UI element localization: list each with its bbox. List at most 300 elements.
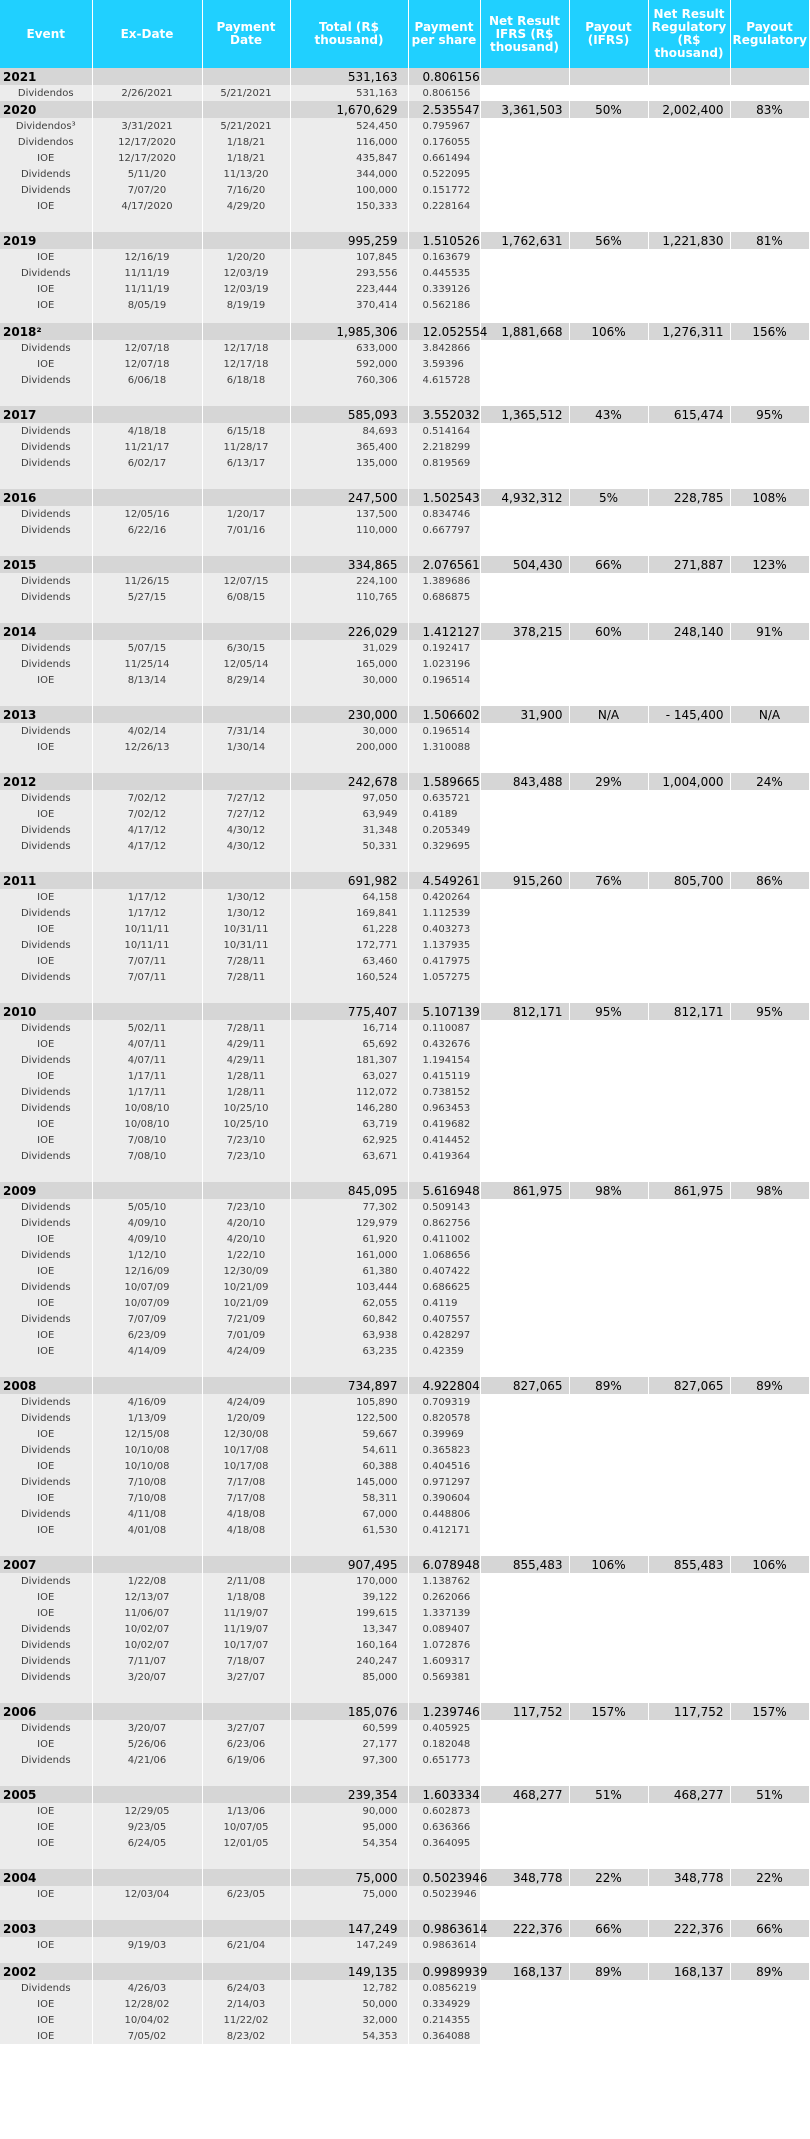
event-ex-date: 12/16/09 bbox=[92, 1263, 202, 1279]
event-type: IOE bbox=[0, 1132, 92, 1148]
spacer-cell bbox=[648, 1637, 730, 1653]
spacer-cell bbox=[569, 297, 648, 313]
spacer-cell bbox=[730, 1720, 809, 1736]
spacer-cell bbox=[569, 1426, 648, 1442]
year-summary-row bbox=[0, 706, 809, 723]
event-payment-per-share: 0.39969 bbox=[408, 1426, 480, 1442]
spacer-cell bbox=[480, 790, 569, 806]
spacer-cell bbox=[730, 656, 809, 672]
spacer-cell bbox=[730, 1068, 809, 1084]
event-type: IOE bbox=[0, 739, 92, 755]
spacer-cell bbox=[569, 249, 648, 265]
spacer-row bbox=[0, 1685, 809, 1703]
event-row bbox=[0, 1669, 809, 1685]
spacer-cell bbox=[569, 340, 648, 356]
spacer-cell bbox=[569, 1068, 648, 1084]
event-ex-date: 7/07/11 bbox=[92, 953, 202, 969]
event-total: 32,000 bbox=[290, 2012, 408, 2028]
year-payout-ifrs: 98% bbox=[569, 1182, 648, 1199]
event-row bbox=[0, 937, 809, 953]
event-type: Dividends bbox=[0, 1052, 92, 1068]
year-label: 2006 bbox=[0, 1703, 92, 1720]
event-ex-date: 5/05/10 bbox=[92, 1199, 202, 1215]
spacer-cell bbox=[569, 953, 648, 969]
spacer-cell bbox=[569, 739, 648, 755]
spacer-cell bbox=[480, 2012, 569, 2028]
year-label: 2017 bbox=[0, 406, 92, 423]
event-total: 63,949 bbox=[290, 806, 408, 822]
spacer-cell bbox=[730, 85, 809, 101]
year-payment-per-share: 1.506602 bbox=[408, 706, 480, 723]
spacer-cell bbox=[569, 806, 648, 822]
year-summary-row bbox=[0, 1182, 809, 1199]
spacer-cell bbox=[480, 739, 569, 755]
event-payment-date: 4/29/11 bbox=[202, 1036, 290, 1052]
year-ex-date-empty bbox=[92, 1556, 202, 1573]
year-total: 691,982 bbox=[290, 872, 408, 889]
spacer-row bbox=[0, 1359, 809, 1377]
event-payment-per-share: 0.192417 bbox=[408, 640, 480, 656]
event-payment-per-share: 0.365823 bbox=[408, 1442, 480, 1458]
spacer-row bbox=[0, 1538, 809, 1556]
year-ex-date-empty bbox=[92, 623, 202, 640]
year-label: 2003 bbox=[0, 1920, 92, 1937]
event-total: 84,693 bbox=[290, 423, 408, 439]
event-ex-date: 1/22/08 bbox=[92, 1573, 202, 1589]
event-row bbox=[0, 1835, 809, 1851]
spacer-cell bbox=[480, 1100, 569, 1116]
event-total: 63,938 bbox=[290, 1327, 408, 1343]
event-type: Dividends bbox=[0, 506, 92, 522]
year-net-result-regulatory: 348,778 bbox=[648, 1869, 730, 1886]
year-payout-ifrs: 29% bbox=[569, 773, 648, 790]
event-type: IOE bbox=[0, 2028, 92, 2044]
year-net-result-ifrs: 861,975 bbox=[480, 1182, 569, 1199]
event-row bbox=[0, 806, 809, 822]
year-payment-date-empty bbox=[202, 1003, 290, 1020]
event-payment-per-share: 0.738152 bbox=[408, 1084, 480, 1100]
event-type: IOE bbox=[0, 198, 92, 214]
event-type: Dividends bbox=[0, 522, 92, 538]
spacer-cell bbox=[648, 198, 730, 214]
year-label: 2015 bbox=[0, 556, 92, 573]
event-payment-date: 11/13/20 bbox=[202, 166, 290, 182]
spacer-row bbox=[0, 538, 809, 556]
event-payment-per-share: 0.089407 bbox=[408, 1621, 480, 1637]
spacer-cell bbox=[480, 1116, 569, 1132]
event-total: 77,302 bbox=[290, 1199, 408, 1215]
event-payment-per-share: 4.615728 bbox=[408, 372, 480, 388]
event-payment-per-share: 1.194154 bbox=[408, 1052, 480, 1068]
spacer-cell bbox=[648, 937, 730, 953]
year-net-result-ifrs: 348,778 bbox=[480, 1869, 569, 1886]
event-ex-date: 10/02/07 bbox=[92, 1621, 202, 1637]
spacer-row bbox=[0, 755, 809, 773]
spacer-cell bbox=[648, 1835, 730, 1851]
event-total: 165,000 bbox=[290, 656, 408, 672]
event-ex-date: 4/17/2020 bbox=[92, 198, 202, 214]
event-ex-date: 10/08/10 bbox=[92, 1100, 202, 1116]
spacer-cell bbox=[730, 889, 809, 905]
year-ex-date-empty bbox=[92, 1869, 202, 1886]
event-payment-date: 7/23/10 bbox=[202, 1199, 290, 1215]
year-net-result-regulatory: 468,277 bbox=[648, 1786, 730, 1803]
event-total: 199,615 bbox=[290, 1605, 408, 1621]
spacer-cell bbox=[730, 182, 809, 198]
event-type: Dividends bbox=[0, 1980, 92, 1996]
spacer-cell bbox=[730, 1426, 809, 1442]
event-type: IOE bbox=[0, 1263, 92, 1279]
event-payment-date: 1/18/21 bbox=[202, 134, 290, 150]
spacer-cell bbox=[569, 1199, 648, 1215]
spacer-cell bbox=[648, 182, 730, 198]
event-total: 224,100 bbox=[290, 573, 408, 589]
event-row bbox=[0, 1589, 809, 1605]
spacer-cell bbox=[730, 1394, 809, 1410]
event-row bbox=[0, 1980, 809, 1996]
year-net-result-ifrs: 827,065 bbox=[480, 1377, 569, 1394]
year-net-result-ifrs bbox=[480, 68, 569, 85]
spacer-cell bbox=[569, 1937, 648, 1953]
event-payment-date: 10/17/08 bbox=[202, 1442, 290, 1458]
year-ex-date-empty bbox=[92, 556, 202, 573]
event-type: Dividends bbox=[0, 937, 92, 953]
spacer-cell bbox=[569, 1819, 648, 1835]
event-total: 63,671 bbox=[290, 1148, 408, 1164]
spacer-cell bbox=[569, 85, 648, 101]
event-ex-date: 6/23/09 bbox=[92, 1327, 202, 1343]
event-ex-date: 1/17/11 bbox=[92, 1068, 202, 1084]
event-type: Dividends bbox=[0, 723, 92, 739]
spacer-cell bbox=[648, 1100, 730, 1116]
spacer-cell bbox=[648, 1669, 730, 1685]
spacer-cell bbox=[648, 656, 730, 672]
event-type: IOE bbox=[0, 1295, 92, 1311]
event-payment-date: 4/20/10 bbox=[202, 1215, 290, 1231]
event-payment-per-share: 0.445535 bbox=[408, 265, 480, 281]
year-payment-per-share: 5.107139 bbox=[408, 1003, 480, 1020]
year-net-result-ifrs: 915,260 bbox=[480, 872, 569, 889]
event-row bbox=[0, 723, 809, 739]
event-payment-date: 6/18/18 bbox=[202, 372, 290, 388]
event-payment-date: 12/03/19 bbox=[202, 281, 290, 297]
spacer-cell bbox=[730, 297, 809, 313]
event-payment-date: 4/24/09 bbox=[202, 1343, 290, 1359]
spacer-row bbox=[0, 1164, 809, 1182]
event-row bbox=[0, 1084, 809, 1100]
event-row bbox=[0, 969, 809, 985]
spacer-cell bbox=[569, 1669, 648, 1685]
spacer-row bbox=[0, 471, 809, 489]
event-payment-per-share: 0.228164 bbox=[408, 198, 480, 214]
event-payment-per-share: 1.389686 bbox=[408, 573, 480, 589]
event-type: Dividends bbox=[0, 969, 92, 985]
event-total: 31,348 bbox=[290, 822, 408, 838]
event-row bbox=[0, 1231, 809, 1247]
year-payout-regulatory: 95% bbox=[730, 1003, 809, 1020]
spacer-cell bbox=[569, 182, 648, 198]
year-label: 2012 bbox=[0, 773, 92, 790]
event-total: 67,000 bbox=[290, 1506, 408, 1522]
spacer-cell bbox=[480, 806, 569, 822]
event-row bbox=[0, 1148, 809, 1164]
year-payment-per-share: 0.9863614 bbox=[408, 1920, 480, 1937]
year-payment-date-empty bbox=[202, 1920, 290, 1937]
spacer-cell bbox=[648, 2028, 730, 2044]
year-payout-regulatory: 95% bbox=[730, 406, 809, 423]
year-payment-date-empty bbox=[202, 706, 290, 723]
event-row bbox=[0, 1052, 809, 1068]
year-net-result-ifrs: 222,376 bbox=[480, 1920, 569, 1937]
spacer-cell bbox=[730, 265, 809, 281]
year-label: 2019 bbox=[0, 232, 92, 249]
event-type: Dividends bbox=[0, 1100, 92, 1116]
spacer-cell bbox=[648, 423, 730, 439]
event-ex-date: 11/21/17 bbox=[92, 439, 202, 455]
event-payment-date: 7/31/14 bbox=[202, 723, 290, 739]
event-ex-date: 4/11/08 bbox=[92, 1506, 202, 1522]
spacer-cell bbox=[648, 1052, 730, 1068]
event-type: IOE bbox=[0, 1036, 92, 1052]
year-payout-ifrs: 95% bbox=[569, 1003, 648, 1020]
year-label: 2020 bbox=[0, 101, 92, 118]
event-row bbox=[0, 85, 809, 101]
spacer-cell bbox=[648, 1394, 730, 1410]
event-total: 59,667 bbox=[290, 1426, 408, 1442]
event-payment-per-share: 0.509143 bbox=[408, 1199, 480, 1215]
year-total: 147,249 bbox=[290, 1920, 408, 1937]
event-payment-per-share: 1.112539 bbox=[408, 905, 480, 921]
year-payout-ifrs: 106% bbox=[569, 323, 648, 340]
spacer-cell bbox=[569, 1886, 648, 1902]
spacer-cell bbox=[569, 356, 648, 372]
event-type: Dividends bbox=[0, 265, 92, 281]
event-type: IOE bbox=[0, 1589, 92, 1605]
event-ex-date: 5/11/20 bbox=[92, 166, 202, 182]
year-net-result-ifrs: 812,171 bbox=[480, 1003, 569, 1020]
spacer-cell bbox=[648, 1937, 730, 1953]
year-label: 2013 bbox=[0, 706, 92, 723]
spacer-cell bbox=[730, 1573, 809, 1589]
event-payment-per-share: 1.138762 bbox=[408, 1573, 480, 1589]
spacer-cell bbox=[480, 1231, 569, 1247]
spacer-row bbox=[0, 605, 809, 623]
spacer-cell bbox=[730, 134, 809, 150]
year-total: 239,354 bbox=[290, 1786, 408, 1803]
event-payment-per-share: 0.407557 bbox=[408, 1311, 480, 1327]
spacer-cell bbox=[648, 522, 730, 538]
year-payout-regulatory: 24% bbox=[730, 773, 809, 790]
year-payment-per-share: 2.535547 bbox=[408, 101, 480, 118]
spacer-cell bbox=[648, 838, 730, 854]
event-total: 146,280 bbox=[290, 1100, 408, 1116]
event-type: Dividends bbox=[0, 656, 92, 672]
spacer-cell bbox=[480, 118, 569, 134]
event-payment-date: 10/31/11 bbox=[202, 921, 290, 937]
year-payment-date-empty bbox=[202, 1869, 290, 1886]
event-payment-per-share: 3.59396 bbox=[408, 356, 480, 372]
spacer-cell bbox=[648, 297, 730, 313]
event-payment-per-share: 0.862756 bbox=[408, 1215, 480, 1231]
spacer-cell bbox=[648, 969, 730, 985]
event-total: 61,920 bbox=[290, 1231, 408, 1247]
spacer-cell bbox=[730, 905, 809, 921]
spacer-cell bbox=[480, 1247, 569, 1263]
event-row bbox=[0, 439, 809, 455]
event-type: Dividends bbox=[0, 822, 92, 838]
event-type: Dividends bbox=[0, 838, 92, 854]
year-total: 334,865 bbox=[290, 556, 408, 573]
event-ex-date: 4/07/11 bbox=[92, 1052, 202, 1068]
spacer-cell bbox=[648, 1279, 730, 1295]
year-net-result-ifrs: 378,215 bbox=[480, 623, 569, 640]
event-ex-date: 3/20/07 bbox=[92, 1669, 202, 1685]
year-payment-per-share: 3.552032 bbox=[408, 406, 480, 423]
spacer-cell bbox=[480, 85, 569, 101]
spacer-cell bbox=[569, 1036, 648, 1052]
event-payment-date: 10/17/07 bbox=[202, 1637, 290, 1653]
spacer-cell bbox=[569, 1327, 648, 1343]
event-payment-per-share: 0.403273 bbox=[408, 921, 480, 937]
event-type: Dividends bbox=[0, 1311, 92, 1327]
spacer-cell bbox=[648, 1996, 730, 2012]
year-payout-ifrs: 157% bbox=[569, 1703, 648, 1720]
event-row bbox=[0, 356, 809, 372]
event-total: 54,354 bbox=[290, 1835, 408, 1851]
year-summary-row bbox=[0, 872, 809, 889]
event-ex-date: 6/22/16 bbox=[92, 522, 202, 538]
event-total: 592,000 bbox=[290, 356, 408, 372]
event-payment-date: 4/20/10 bbox=[202, 1231, 290, 1247]
spacer-cell bbox=[730, 340, 809, 356]
event-payment-per-share: 0.971297 bbox=[408, 1474, 480, 1490]
spacer-cell bbox=[480, 1736, 569, 1752]
event-ex-date: 4/01/08 bbox=[92, 1522, 202, 1538]
event-payment-date: 6/13/17 bbox=[202, 455, 290, 471]
event-ex-date: 7/05/02 bbox=[92, 2028, 202, 2044]
spacer-cell bbox=[480, 1996, 569, 2012]
event-total: 60,388 bbox=[290, 1458, 408, 1474]
spacer-cell bbox=[569, 1752, 648, 1768]
spacer-cell bbox=[569, 1996, 648, 2012]
spacer-cell bbox=[569, 1263, 648, 1279]
spacer-cell bbox=[480, 1752, 569, 1768]
year-payout-regulatory: 89% bbox=[730, 1963, 809, 1980]
year-payout-ifrs: 89% bbox=[569, 1963, 648, 1980]
event-total: 60,842 bbox=[290, 1311, 408, 1327]
spacer-cell bbox=[730, 1279, 809, 1295]
spacer-cell bbox=[730, 356, 809, 372]
year-payment-date-empty bbox=[202, 489, 290, 506]
event-payment-per-share: 1.310088 bbox=[408, 739, 480, 755]
spacer-cell bbox=[569, 1980, 648, 1996]
spacer-cell bbox=[730, 1458, 809, 1474]
spacer-cell bbox=[648, 1215, 730, 1231]
spacer-cell bbox=[730, 249, 809, 265]
event-total: 181,307 bbox=[290, 1052, 408, 1068]
event-type: Dividends bbox=[0, 1442, 92, 1458]
event-total: 293,556 bbox=[290, 265, 408, 281]
event-payment-date: 6/21/04 bbox=[202, 1937, 290, 1953]
spacer-cell bbox=[480, 166, 569, 182]
event-row bbox=[0, 1720, 809, 1736]
year-ex-date-empty bbox=[92, 323, 202, 340]
event-type: IOE bbox=[0, 1937, 92, 1953]
year-total: 185,076 bbox=[290, 1703, 408, 1720]
event-type: Dividends bbox=[0, 1474, 92, 1490]
year-payment-per-share: 0.806156 bbox=[408, 68, 480, 85]
event-total: 61,530 bbox=[290, 1522, 408, 1538]
spacer-cell bbox=[480, 1886, 569, 1902]
event-payment-date: 6/24/03 bbox=[202, 1980, 290, 1996]
event-type: IOE bbox=[0, 1522, 92, 1538]
year-payout-regulatory: 89% bbox=[730, 1377, 809, 1394]
event-total: 90,000 bbox=[290, 1803, 408, 1819]
event-type: IOE bbox=[0, 1116, 92, 1132]
event-type: Dividends bbox=[0, 573, 92, 589]
year-label: 2007 bbox=[0, 1556, 92, 1573]
event-ex-date: 10/10/08 bbox=[92, 1442, 202, 1458]
spacer-cell bbox=[730, 1036, 809, 1052]
event-row bbox=[0, 921, 809, 937]
event-row bbox=[0, 2012, 809, 2028]
event-type: Dividends bbox=[0, 1506, 92, 1522]
spacer-cell bbox=[480, 265, 569, 281]
spacer-cell bbox=[730, 1522, 809, 1538]
year-summary-row bbox=[0, 1963, 809, 1980]
year-payment-date-empty bbox=[202, 406, 290, 423]
event-total: 103,444 bbox=[290, 1279, 408, 1295]
event-payment-date: 6/30/15 bbox=[202, 640, 290, 656]
event-ex-date: 6/02/17 bbox=[92, 455, 202, 471]
event-total: 58,311 bbox=[290, 1490, 408, 1506]
spacer-cell bbox=[480, 356, 569, 372]
year-total: 907,495 bbox=[290, 1556, 408, 1573]
spacer-cell bbox=[569, 905, 648, 921]
spacer-cell bbox=[480, 1068, 569, 1084]
event-total: 110,765 bbox=[290, 589, 408, 605]
event-payment-date: 7/17/08 bbox=[202, 1474, 290, 1490]
event-ex-date: 4/09/10 bbox=[92, 1231, 202, 1247]
event-row bbox=[0, 1637, 809, 1653]
year-payment-date-empty bbox=[202, 773, 290, 790]
spacer-cell bbox=[730, 1996, 809, 2012]
event-payment-per-share: 0.214355 bbox=[408, 2012, 480, 2028]
event-row bbox=[0, 198, 809, 214]
event-payment-date: 8/23/02 bbox=[202, 2028, 290, 2044]
spacer-cell bbox=[648, 1247, 730, 1263]
event-total: 31,029 bbox=[290, 640, 408, 656]
spacer-cell bbox=[569, 1506, 648, 1522]
year-payment-per-share: 1.603334 bbox=[408, 1786, 480, 1803]
spacer-cell bbox=[480, 1573, 569, 1589]
event-payment-date: 7/16/20 bbox=[202, 182, 290, 198]
spacer-cell bbox=[480, 921, 569, 937]
year-payout-regulatory: N/A bbox=[730, 706, 809, 723]
spacer-cell bbox=[480, 1020, 569, 1036]
event-payment-per-share: 0.364088 bbox=[408, 2028, 480, 2044]
spacer-cell bbox=[648, 1311, 730, 1327]
spacer-cell bbox=[648, 85, 730, 101]
year-net-result-regulatory: 2,002,400 bbox=[648, 101, 730, 118]
event-row bbox=[0, 905, 809, 921]
event-payment-date: 4/29/11 bbox=[202, 1052, 290, 1068]
spacer-cell bbox=[480, 1490, 569, 1506]
spacer-cell bbox=[730, 522, 809, 538]
spacer-cell bbox=[648, 1036, 730, 1052]
spacer-cell bbox=[480, 838, 569, 854]
spacer-cell bbox=[480, 1605, 569, 1621]
